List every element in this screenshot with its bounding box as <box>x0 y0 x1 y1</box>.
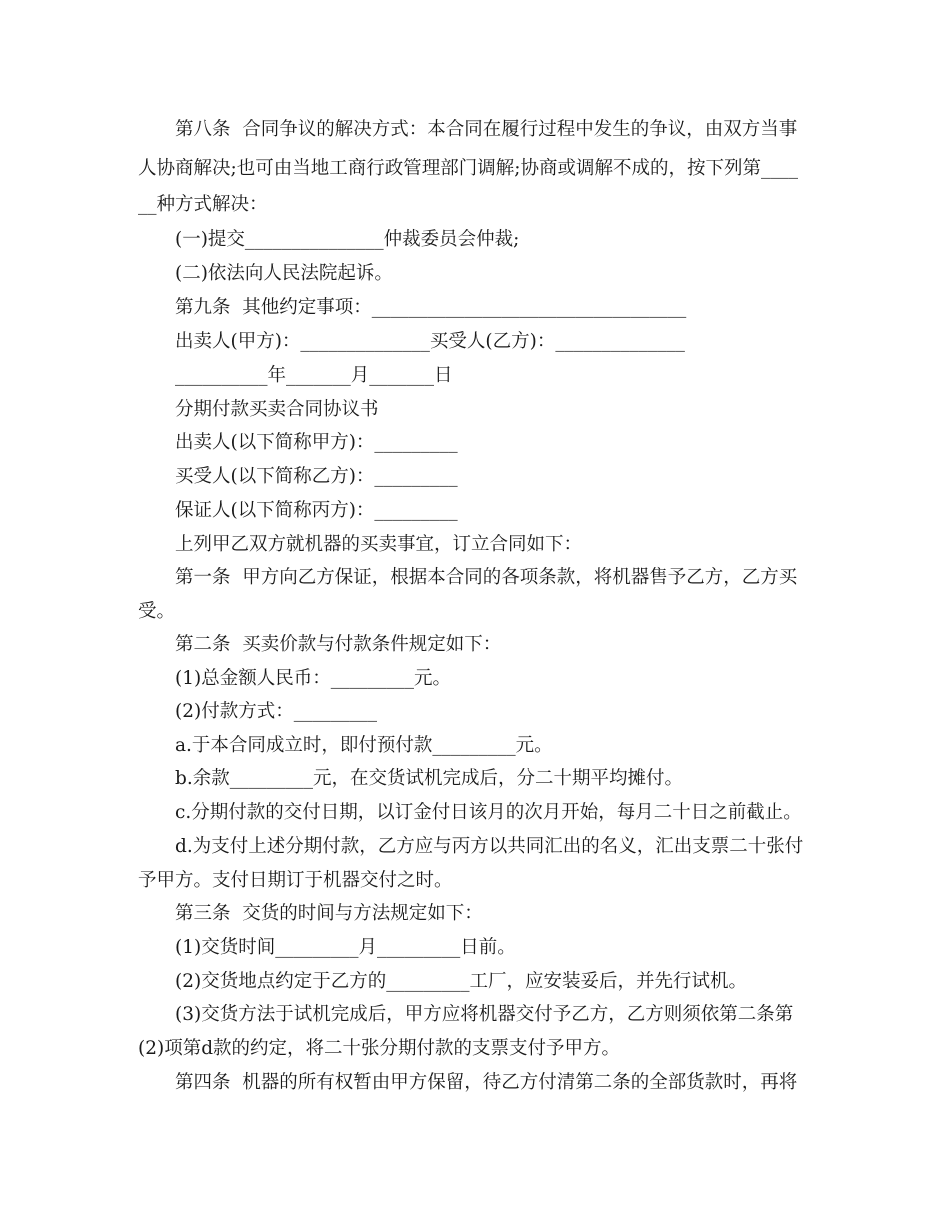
seller-line: 出卖人(以下简称甲方)：_________ <box>175 432 458 453</box>
article-2-line: 第二条 买卖价款与付款条件规定如下： <box>175 634 502 655</box>
item-a-line: a.于本合同成立时，即付预付款_________元。 <box>175 735 553 756</box>
payment-method-line: (2)付款方式：_________ <box>175 701 377 722</box>
arbitration-option: (一)提交_______________仲裁委员会仲裁; <box>175 229 520 250</box>
court-option: (二)依法向人民法院起诉。 <box>175 263 393 284</box>
item-d-line-1: d.为支付上述分期付款，乙方应与丙方以共同汇出的名义，汇出支票二十张付 <box>175 836 804 857</box>
guarantor-line: 保证人(以下简称丙方)：_________ <box>175 500 458 521</box>
article-3-line: 第三条 交货的时间与方法规定如下： <box>175 903 483 924</box>
article-9-line: 第九条 其他约定事项：__________________________________ <box>175 297 687 318</box>
delivery-method-line-1: (3)交货方法于试机完成后，甲方应将机器交付予乙方，乙方则须依第二条第 <box>175 1004 794 1025</box>
item-d-line-2: 予甲方。支付日期订于机器交付之时。 <box>138 870 453 891</box>
total-amount-line: (1)总金额人民币：_________元。 <box>175 668 451 689</box>
delivery-time-line: (1)交货时间_________月_________日前。 <box>175 937 516 958</box>
article-1-line-1: 第一条 甲方向乙方保证，根据本合同的各项条款，将机器售予乙方，乙方买 <box>175 567 798 588</box>
delivery-place-line: (2)交货地点约定于乙方的_________工厂，应安装妥后，并先行试机。 <box>175 971 747 992</box>
contract-title: 分期付款买卖合同协议书 <box>175 399 379 420</box>
delivery-method-line-2: (2)项第d款的约定，将二十张分期付款的支票支付予甲方。 <box>138 1038 621 1059</box>
buyer-line: 买受人(以下简称乙方)：_________ <box>175 466 458 487</box>
signatures-line: 出卖人(甲方)：______________买受人(乙方)：______________ <box>175 331 685 352</box>
item-c-line: c.分期付款的交付日期，以订金付日该月的次月开始，每月二十日之前截止。 <box>175 802 802 823</box>
article-8-line-3: __种方式解决： <box>138 194 268 215</box>
item-b-line: b.余款_________元，在交货试机完成后，分二十期平均摊付。 <box>175 768 683 789</box>
article-8-line-1: 第八条 合同争议的解决方式：本合同在履行过程中发生的争议，由双方当事 <box>175 119 798 140</box>
article-8-line-2: 人协商解决;也可由当地工商行政管理部门调解;协商或调解不成的，按下列第____ <box>138 158 798 179</box>
preamble-line: 上列甲乙双方就机器的买卖事宜，订立合同如下： <box>175 534 583 555</box>
article-4-line: 第四条 机器的所有权暂由甲方保留，待乙方付清第二条的全部货款时，再将 <box>175 1072 798 1093</box>
date-line: __________年_______月_______日 <box>175 365 453 386</box>
article-1-line-2: 受。 <box>138 601 176 622</box>
